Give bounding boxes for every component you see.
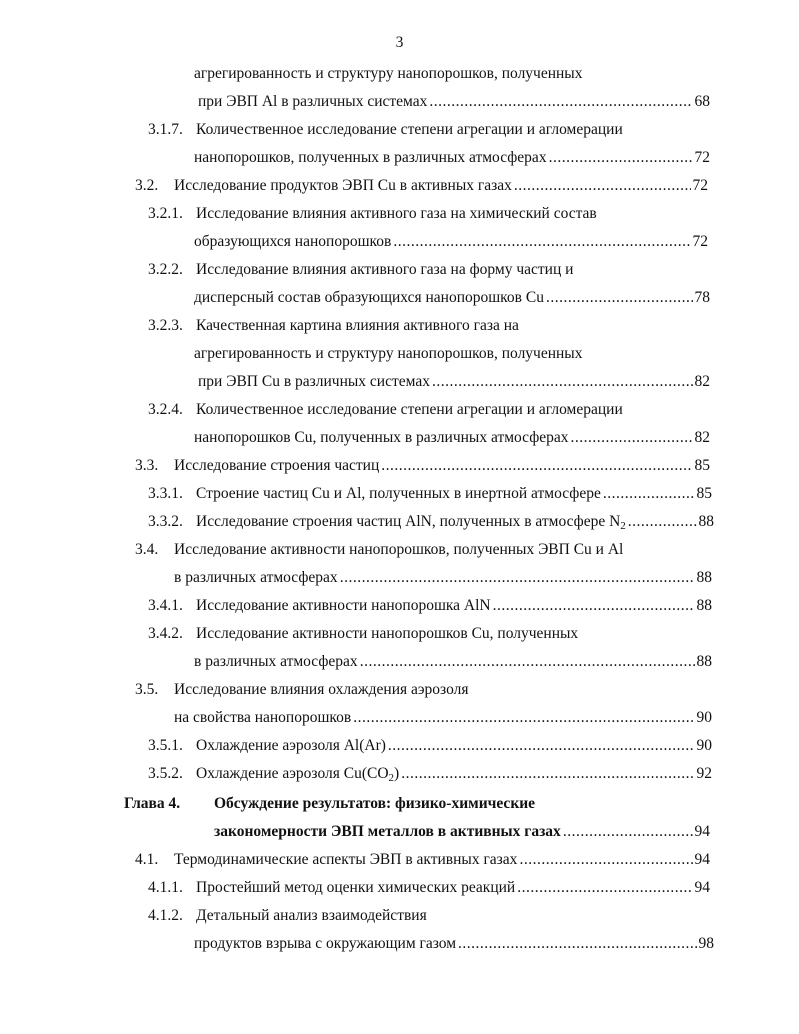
- dot-leader: [340, 568, 695, 588]
- dot-leader: [549, 148, 693, 168]
- toc-title: Количественное исследование степени агрегации и агломерации: [196, 401, 623, 418]
- toc-entry: [0, 120, 799, 140]
- dot-leader: [429, 92, 692, 112]
- toc-number: 3.5.2.: [148, 765, 183, 782]
- toc-entry: [0, 512, 799, 532]
- toc-continuation: нанопорошков, полученных в различных атмосферах: [194, 149, 547, 166]
- toc-number: 3.4.2.: [148, 625, 183, 642]
- toc-page: 88: [696, 653, 712, 670]
- toc-page: 94: [694, 879, 710, 896]
- toc-line: [0, 64, 799, 84]
- toc-continuation: нанопорошков Cu, полученных в различных атмосферах: [194, 429, 569, 446]
- toc-entry: [0, 878, 799, 898]
- toc-number: 3.4.: [135, 541, 159, 558]
- toc-continuation: дисперсный состав образующихся нанопорошков Cu: [194, 289, 544, 306]
- chapter-title-continuation: закономерности ЭВП металлов в активных газах: [214, 823, 561, 840]
- toc-title: Качественная картина влияния активного газа на: [196, 317, 519, 334]
- toc-page: 82: [694, 429, 710, 446]
- toc-number: 3.1.7.: [148, 121, 183, 138]
- toc-line: [0, 934, 799, 954]
- toc-entry: [0, 906, 799, 926]
- toc-page: 88: [698, 513, 714, 530]
- dot-leader: [546, 288, 693, 308]
- dot-leader: [432, 372, 693, 392]
- toc-number: 4.1.2.: [148, 907, 183, 924]
- toc-entry: [0, 624, 799, 644]
- toc-number: 3.3.: [135, 457, 159, 474]
- toc-number: 3.2.4.: [148, 401, 183, 418]
- dot-leader: [458, 934, 696, 954]
- dot-leader: [628, 512, 697, 532]
- toc-page: 72: [692, 177, 708, 194]
- toc-page: 82: [694, 373, 710, 390]
- toc-number: 3.2.1.: [148, 205, 183, 222]
- chapter-number: Глава 4.: [124, 795, 181, 812]
- toc-page: 94: [694, 851, 710, 868]
- toc-page: 98: [698, 935, 714, 952]
- toc-number: 3.5.: [135, 681, 159, 698]
- toc-number: 3.2.: [135, 177, 159, 194]
- toc-title: Исследование влияния активного газа на химический состав: [196, 205, 597, 222]
- subscript: 2: [388, 772, 395, 784]
- toc-entry: [0, 260, 799, 280]
- toc-continuation: образующихся нанопорошков: [194, 233, 392, 250]
- toc-title: Термодинамические аспекты ЭВП в активных газах: [174, 851, 518, 868]
- dot-leader: [571, 428, 693, 448]
- dot-leader: [388, 736, 695, 756]
- toc-entry: [0, 204, 799, 224]
- dot-leader: [517, 878, 692, 898]
- toc-chapter: [0, 794, 799, 814]
- toc-line: [0, 148, 799, 168]
- toc-title: Исследование строения частиц: [174, 457, 380, 474]
- toc-number: 4.1.1.: [148, 879, 183, 896]
- toc-continuation: при ЭВП Cu в различных системах: [198, 373, 430, 390]
- dot-leader: [393, 232, 690, 252]
- toc-title: Строение частиц Cu и Al, полученных в инертной атмосфере: [196, 485, 601, 502]
- toc-entry: [0, 596, 799, 616]
- toc-number: 3.4.1.: [148, 597, 183, 614]
- toc-title: Исследование продуктов ЭВП Cu в активных газах: [174, 177, 512, 194]
- toc-line: [0, 372, 799, 392]
- toc-entry: [0, 850, 799, 870]
- toc-line: [0, 92, 799, 112]
- toc-title: Охлаждение аэрозоля Cu(CO: [196, 765, 389, 782]
- toc-number: 3.3.2.: [148, 513, 183, 530]
- toc-title: Исследование активности нанопорошков, полученных ЭВП Cu и Al: [174, 541, 624, 558]
- dot-leader: [519, 850, 692, 870]
- toc-title: Исследование влияния охлаждения аэрозоля: [174, 681, 469, 698]
- toc-page: 92: [696, 765, 712, 782]
- toc-number: 3.2.2.: [148, 261, 183, 278]
- toc-title: Простейший метод оценки химических реакций: [196, 879, 516, 896]
- toc-page: 72: [692, 233, 708, 250]
- dot-leader: [381, 456, 692, 476]
- toc-continuation: в различных атмосферах: [194, 653, 358, 670]
- dot-leader: [401, 764, 694, 784]
- toc-entry: [0, 456, 799, 476]
- toc-page: 85: [696, 485, 712, 502]
- toc-entry: [0, 680, 799, 700]
- toc-entry: [0, 316, 799, 336]
- toc-continuation: агрегированность и структуру нанопорошков, полученных: [194, 65, 583, 82]
- toc-title: Исследование строения частиц AlN, полученных в атмосфере N: [196, 513, 621, 530]
- toc-line: [0, 568, 799, 588]
- dot-leader: [603, 484, 695, 504]
- toc-number: 3.3.1.: [148, 485, 183, 502]
- toc-title-wrap: [196, 764, 399, 784]
- toc-entry: [0, 176, 799, 196]
- toc-page: 88: [696, 569, 712, 586]
- toc-continuation: в различных атмосферах: [174, 569, 338, 586]
- dot-leader: [360, 652, 695, 672]
- toc-continuation: продуктов взрыва с окружающим газом: [194, 935, 457, 952]
- dot-leader: [353, 708, 694, 728]
- toc-page: 85: [694, 457, 710, 474]
- toc-continuation: на свойства нанопорошков: [174, 709, 352, 726]
- toc-page: 90: [696, 709, 712, 726]
- toc-entry: [0, 736, 799, 756]
- dot-leader: [514, 176, 691, 196]
- toc-line: [0, 232, 799, 252]
- toc-page: 78: [694, 289, 710, 306]
- toc-title: Охлаждение аэрозоля Al(Ar): [196, 737, 386, 754]
- toc-entry: [0, 400, 799, 420]
- toc-page: 88: [696, 597, 712, 614]
- toc-title-end: ): [394, 765, 400, 782]
- toc-line: [0, 822, 799, 842]
- toc-title: Исследование активности нанопорошков Cu, полученных: [196, 625, 579, 642]
- toc-page: 90: [696, 737, 712, 754]
- toc-number: 4.1.: [135, 851, 159, 868]
- dot-leader: [493, 596, 695, 616]
- toc-line: [0, 708, 799, 728]
- toc-page: 72: [694, 149, 710, 166]
- subscript: 2: [620, 520, 626, 532]
- toc-title-wrap: [196, 512, 626, 532]
- page-number: 3: [395, 34, 404, 51]
- toc-entry: [0, 764, 799, 784]
- toc-title: Количественное исследование степени агрегации и агломерации: [196, 121, 623, 138]
- toc-title: Исследование активности нанопорошка AlN: [196, 597, 491, 614]
- toc-line: [0, 652, 799, 672]
- toc-page: 94: [694, 823, 710, 840]
- toc-line: [0, 344, 799, 364]
- toc-page: 68: [694, 93, 710, 110]
- toc-line: [0, 288, 799, 308]
- toc-number: 3.5.1.: [148, 737, 183, 754]
- chapter-title: Обсуждение результатов: физико-химические: [214, 795, 536, 812]
- dot-leader: [563, 822, 693, 842]
- toc-entry: [0, 540, 799, 560]
- toc-entry: [0, 484, 799, 504]
- toc-continuation: при ЭВП Al в различных системах: [198, 93, 428, 110]
- toc-number: 3.2.3.: [148, 317, 183, 334]
- toc-title: Детальный анализ взаимодействия: [196, 907, 427, 924]
- toc-continuation: агрегированность и структуру нанопорошков, полученных: [194, 345, 583, 362]
- toc-line: [0, 428, 799, 448]
- toc-title: Исследование влияния активного газа на форму частиц и: [196, 261, 574, 278]
